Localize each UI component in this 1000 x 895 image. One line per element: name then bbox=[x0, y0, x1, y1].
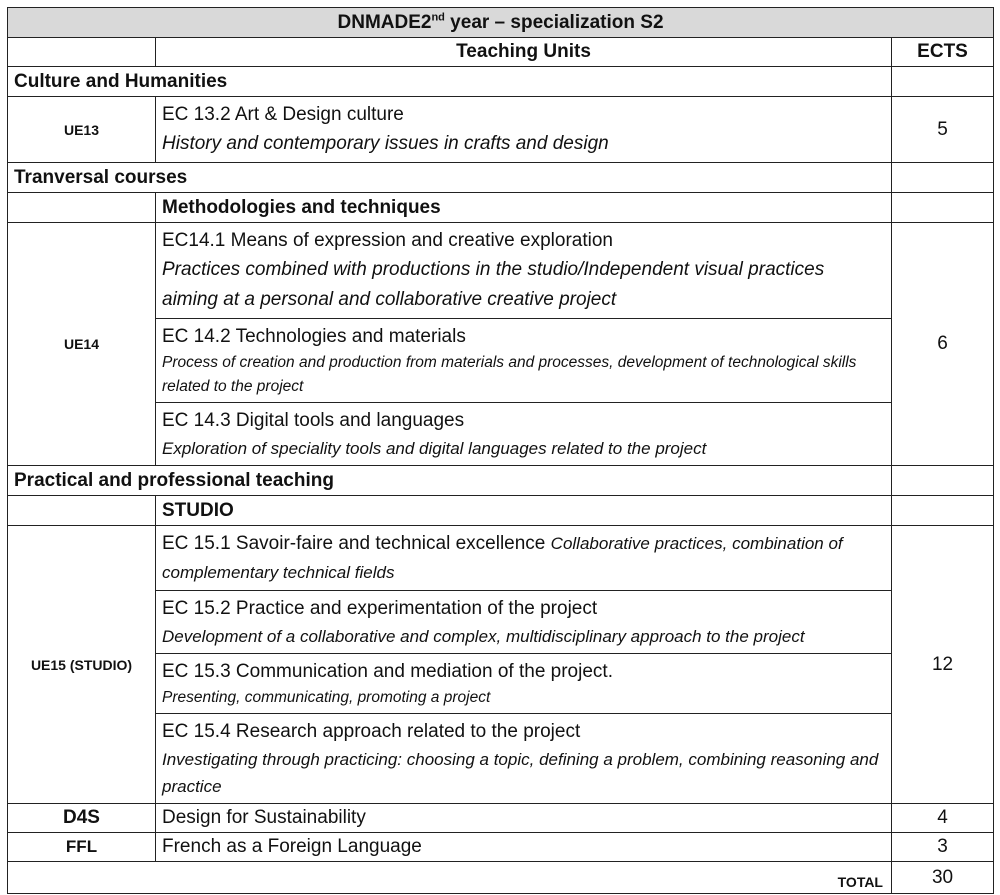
ec-title: EC 15.1 Savoir-faire and technical excellence bbox=[162, 533, 546, 554]
title-sup: nd bbox=[431, 11, 445, 24]
ec-13-2 bbox=[156, 97, 892, 163]
section-row bbox=[8, 466, 994, 496]
table-title bbox=[8, 8, 994, 38]
ec-15-4 bbox=[156, 714, 892, 804]
ue14-ects: 6 bbox=[892, 223, 994, 466]
subheading-row bbox=[8, 496, 994, 526]
subheading-studio: STUDIO bbox=[156, 496, 892, 526]
section-row bbox=[8, 163, 994, 193]
ffl-row bbox=[8, 833, 994, 862]
ec-desc: Development of a collaborative and complex, multidisciplinary approach to the project bbox=[162, 627, 805, 646]
ec-15-1 bbox=[156, 526, 892, 591]
ue15-row bbox=[8, 654, 994, 714]
subheading-methodologies: Methodologies and techniques bbox=[156, 193, 892, 223]
ec-14-1 bbox=[156, 223, 892, 319]
header-teaching-units: Teaching Units bbox=[156, 38, 892, 67]
ue14-code: UE14 bbox=[8, 223, 156, 466]
ec-title: EC 15.2 Practice and experimentation of the project bbox=[162, 598, 598, 619]
ec-desc: History and contemporary issues in crafts and design bbox=[162, 133, 609, 154]
ec-15-3 bbox=[156, 654, 892, 714]
title-row bbox=[8, 8, 994, 38]
ec-title: EC 15.3 Communication and mediation of the project. bbox=[162, 661, 613, 682]
ue15-row bbox=[8, 714, 994, 804]
subheading-empty bbox=[8, 193, 156, 223]
ec-title: EC 15.4 Research approach related to the project bbox=[162, 721, 581, 742]
ffl-label: French as a Foreign Language bbox=[156, 833, 892, 862]
d4s-row bbox=[8, 804, 994, 833]
ec-title: EC 13.2 Art & Design culture bbox=[162, 104, 404, 125]
ue14-row bbox=[8, 319, 994, 403]
section-practical: Practical and professional teaching bbox=[8, 466, 892, 496]
ue13-ects: 5 bbox=[892, 97, 994, 163]
section-culture: Culture and Humanities bbox=[8, 67, 892, 97]
ec-14-2 bbox=[156, 319, 892, 403]
ec-desc: Investigating through practicing: choosing a topic, defining a problem, combining reasoning and practice bbox=[162, 750, 879, 796]
total-value: 30 bbox=[892, 862, 994, 894]
ffl-code: FFL bbox=[8, 833, 156, 862]
section-ects-empty bbox=[892, 163, 994, 193]
ec-desc: Presenting, communicating, promoting a project bbox=[162, 689, 491, 706]
ec-title: EC14.1 Means of expression and creative exploration bbox=[162, 230, 613, 251]
header-ects: ECTS bbox=[892, 38, 994, 67]
ue15-row bbox=[8, 526, 994, 591]
ue15-row bbox=[8, 591, 994, 654]
subheading-ects-empty bbox=[892, 193, 994, 223]
header-row bbox=[8, 38, 994, 67]
section-transversal: Tranversal courses bbox=[8, 163, 892, 193]
ec-desc: Collaborative practices, combination of complementary technical fields bbox=[162, 534, 843, 582]
subheading-ects-empty bbox=[892, 496, 994, 526]
ec-desc: Exploration of speciality tools and digital languages related to the project bbox=[162, 439, 707, 458]
total-label: TOTAL bbox=[8, 862, 892, 894]
subheading-empty bbox=[8, 496, 156, 526]
ue13-code: UE13 bbox=[8, 97, 156, 163]
ue14-row bbox=[8, 403, 994, 466]
ue15-ects: 12 bbox=[892, 526, 994, 804]
ec-title: EC 14.2 Technologies and materials bbox=[162, 326, 466, 347]
ue15-code: UE15 (STUDIO) bbox=[8, 526, 156, 804]
title-rest: year – specialization S2 bbox=[444, 11, 664, 33]
d4s-ects: 4 bbox=[892, 804, 994, 833]
ffl-ects: 3 bbox=[892, 833, 994, 862]
ec-title-line bbox=[162, 529, 885, 587]
total-row bbox=[8, 862, 994, 894]
section-ects-empty bbox=[892, 466, 994, 496]
ec-14-3 bbox=[156, 403, 892, 466]
section-ects-empty bbox=[892, 67, 994, 97]
ec-title: EC 14.3 Digital tools and languages bbox=[162, 410, 465, 431]
title-main: DNMADE2 bbox=[337, 11, 432, 33]
ec-15-2 bbox=[156, 591, 892, 654]
ue14-row bbox=[8, 223, 994, 319]
d4s-label: Design for Sustainability bbox=[156, 804, 892, 833]
subheading-row bbox=[8, 193, 994, 223]
ects-table bbox=[7, 7, 994, 894]
header-empty bbox=[8, 38, 156, 67]
d4s-code: D4S bbox=[8, 804, 156, 833]
ue13-row bbox=[8, 97, 994, 163]
section-row bbox=[8, 67, 994, 97]
ec-desc: Process of creation and production from materials and processes, development of technological skills related to the project bbox=[162, 354, 857, 395]
ec-desc: Practices combined with productions in the studio/Independent visual practices aiming at a personal and collaborative creative project bbox=[162, 259, 825, 310]
